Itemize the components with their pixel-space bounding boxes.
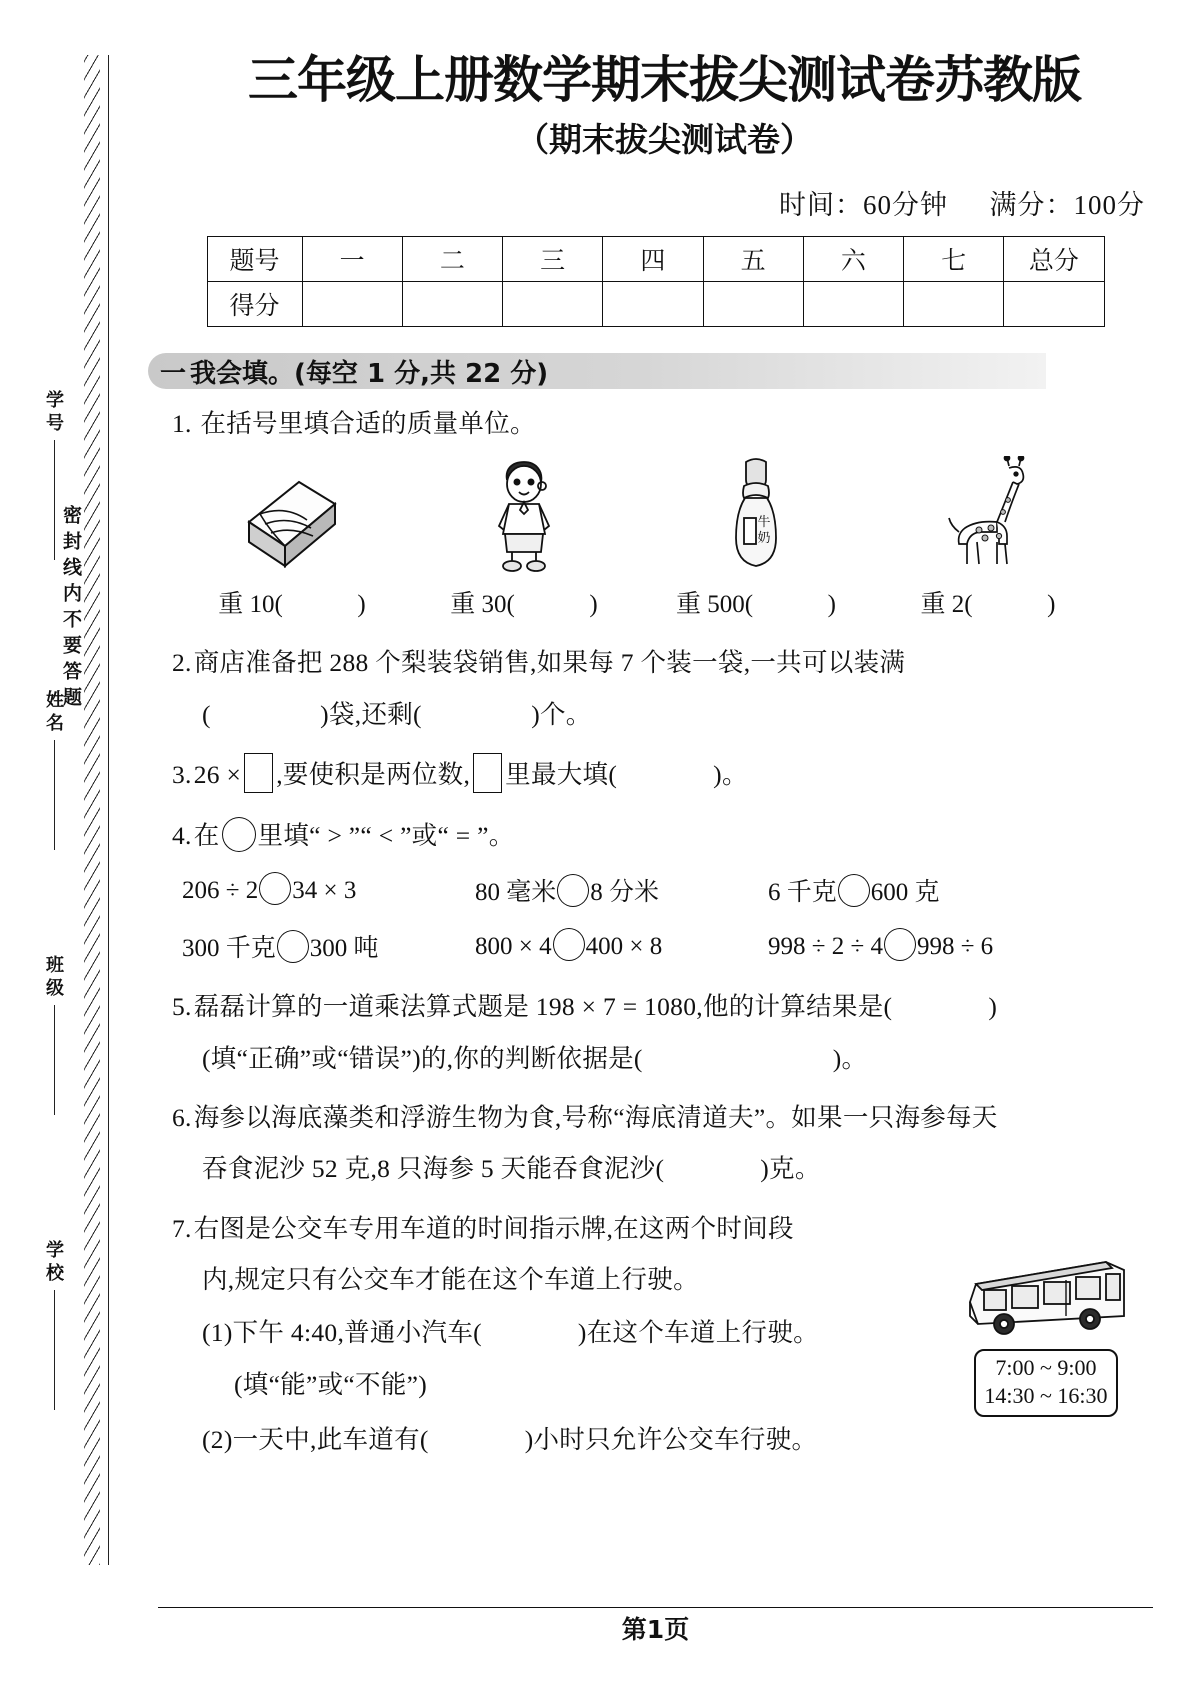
question-3-part-c: 里最大填(: [505, 759, 618, 789]
question-6-line2-a: 吞食泥沙 52 克,8 只海参 5 天能吞食泥沙(: [202, 1154, 665, 1184]
score-cell[interactable]: [503, 282, 603, 327]
exam-page: [120, 0, 1191, 1684]
page-title: 三年级上册数学期末拔尖测试卷苏教版: [248, 51, 1081, 109]
open-paren: (: [202, 699, 211, 729]
score-cell[interactable]: [1004, 282, 1104, 327]
weight-prefix: 重 500(: [676, 591, 754, 619]
comparison-item: [182, 872, 475, 908]
question-6-line2: [172, 1148, 1132, 1189]
margin-field-rule: [54, 440, 55, 560]
margin-rule-line: [108, 55, 109, 1565]
comparison-right: 8 分米: [590, 879, 660, 907]
question-4-row-2: [182, 928, 1132, 964]
question-7-line1: 右图是公交车专用车道的时间指示牌,在这两个时间段: [193, 1213, 794, 1243]
score-cell[interactable]: [803, 282, 903, 327]
page-number: 第1页: [621, 1615, 690, 1644]
question-5-line1: 磊磊计算的一道乘法算式题是 198 × 7 = 1080,他的计算结果是(: [193, 992, 893, 1022]
boy-icon: [408, 456, 640, 574]
comparison-circle[interactable]: [222, 817, 256, 852]
question-7-sub2-a: (2)一天中,此车道有(: [202, 1424, 429, 1454]
score-col-4: 四: [603, 237, 703, 282]
question-7-sub-2: [172, 1419, 932, 1460]
milk-bottle-icon: [640, 456, 872, 574]
comparison-right: 400 × 8: [585, 933, 663, 961]
question-6-line2-b: )克。: [760, 1154, 821, 1184]
svg-text:牛: 牛: [757, 515, 771, 531]
question-1-item-boy: [408, 456, 640, 620]
comparison-right: 600 克: [870, 879, 940, 907]
question-6-line1: 海参以海底藻类和浮游生物为食,号称“海底清道夫”。如果一只海参每天: [193, 1103, 998, 1133]
score-cell[interactable]: [603, 282, 703, 327]
margin-field-rule: [54, 1005, 55, 1115]
score-col-7: 七: [904, 237, 1004, 282]
comparison-circle[interactable]: [277, 930, 309, 963]
question-5-line2: [172, 1038, 1132, 1079]
question-5-line1-end: ): [988, 992, 998, 1022]
question-7-sub-1: [172, 1312, 932, 1353]
section-number: 一: [160, 358, 187, 389]
question-1-item-giraffe: [872, 456, 1104, 620]
question-7-figure: [951, 1244, 1141, 1417]
score-table: [207, 236, 1105, 327]
comparison-circle[interactable]: [557, 874, 589, 907]
score-col-2: 二: [402, 237, 502, 282]
question-2: [172, 642, 1132, 735]
comparison-circle[interactable]: [553, 928, 585, 961]
question-7-sub1-note: (填“能”或“不能”): [234, 1369, 428, 1399]
score-table-row-label: 题号: [207, 237, 302, 282]
sign-time-range-afternoon: 14:30 ~ 16:30: [984, 1383, 1108, 1409]
margin-field-rule: [54, 740, 55, 850]
score-table-value-row: [207, 282, 1104, 327]
question-4-suffix: 里填“ > ”“ < ”或“ = ”。: [257, 821, 515, 851]
comparison-item: [768, 872, 1061, 908]
section-header-fill-in: [148, 353, 1046, 389]
question-4-row-1: [182, 872, 1132, 908]
score-cell[interactable]: [703, 282, 803, 327]
sign-time-range-morning: 7:00 ~ 9:00: [995, 1355, 1097, 1380]
question-3-part-d: )。: [713, 759, 748, 789]
comparison-left: 300 千克: [182, 935, 276, 963]
bus-icon: [951, 1244, 1141, 1349]
question-4-prefix: 在: [193, 821, 220, 851]
margin-field-xuexiao: [40, 1240, 68, 1410]
question-1-label-boy: [408, 584, 640, 620]
close-paren: ): [1047, 591, 1056, 619]
question-2-line2: [172, 694, 1132, 735]
comparison-left: 6 千克: [768, 879, 837, 907]
time-limit-label: 时间：60分钟: [779, 190, 948, 220]
comparison-item: [475, 928, 768, 964]
comparison-right: 998 ÷ 6: [916, 933, 994, 961]
svg-text:奶: 奶: [757, 531, 771, 547]
page-subtitle: （期末拔尖测试卷）: [516, 120, 813, 159]
score-col-5: 五: [703, 237, 803, 282]
comparison-left: 206 ÷ 2: [182, 877, 259, 905]
question-3-part-b: ,要使积是两位数,: [276, 759, 471, 789]
question-4: [172, 815, 1132, 856]
question-1-label-giraffe: [872, 584, 1104, 620]
comparison-circle[interactable]: [884, 928, 916, 961]
question-5-number: 5.: [172, 992, 192, 1022]
question-5-line2-a: (填“正确”或“错误”)的,你的判断依据是(: [202, 1043, 643, 1073]
comparison-item: [182, 928, 475, 964]
score-cell[interactable]: [904, 282, 1004, 327]
hatch-pattern: [84, 55, 100, 1565]
question-7-number: 7.: [172, 1213, 192, 1243]
question-7-sub2-b: )小时只允许公交车行驶。: [524, 1424, 818, 1454]
margin-field-xingming: [40, 690, 68, 850]
question-2-end-text: )个。: [531, 699, 592, 729]
score-col-1: 一: [302, 237, 402, 282]
margin-field-rule: [54, 1290, 55, 1410]
question-7-line2: 内,规定只有公交车才能在这个车道上行驶。: [202, 1264, 699, 1294]
comparison-circle[interactable]: [259, 872, 291, 905]
score-col-total: 总分: [1004, 237, 1104, 282]
exam-meta: [120, 183, 1145, 222]
score-cell[interactable]: [302, 282, 402, 327]
comparison-item: [475, 872, 768, 908]
question-1-text: 在括号里填合适的质量单位。: [200, 409, 536, 438]
weight-prefix: 重 10(: [218, 591, 283, 619]
comparison-right: 300 吨: [309, 935, 379, 963]
score-col-6: 六: [803, 237, 903, 282]
question-1-label-milk: [640, 584, 872, 620]
score-col-3: 三: [503, 237, 603, 282]
weight-prefix: 重 30(: [450, 591, 515, 619]
comparison-circle[interactable]: [838, 874, 870, 907]
score-table-header-row: [207, 237, 1104, 282]
question-2-mid-text: )袋,还剩(: [320, 699, 422, 729]
total-score-label: 满分：100分: [989, 190, 1145, 220]
question-6-number: 6.: [172, 1103, 192, 1133]
comparison-left: 998 ÷ 2 ÷ 4: [768, 933, 883, 961]
answer-box[interactable]: [244, 753, 273, 793]
margin-field-label: 学号: [43, 390, 64, 436]
score-cell[interactable]: [402, 282, 502, 327]
section-label: 我会填。(每空 1 分,共 22 分): [190, 358, 549, 389]
close-paren: ): [357, 591, 366, 619]
bus-lane-time-sign: [974, 1349, 1117, 1417]
question-1: [172, 403, 1132, 444]
question-1-label-eraser: [176, 584, 408, 620]
question-5: [172, 986, 1132, 1079]
margin-field-label: 班级: [43, 955, 64, 1001]
comparison-item: [768, 928, 1061, 964]
giraffe-icon: [872, 456, 1104, 574]
question-3-number: 3.: [172, 759, 192, 789]
question-7: [172, 1208, 932, 1460]
question-7-sub1-a: (1)下午 4:40,普通小汽车(: [202, 1318, 482, 1348]
margin-field-label: 学校: [43, 1240, 64, 1286]
comparison-left: 80 毫米: [475, 879, 557, 907]
question-3-part-a: 26 ×: [193, 759, 242, 789]
eraser-icon: [176, 456, 408, 574]
question-2-number: 2.: [172, 648, 192, 678]
question-7-sub1-b: )在这个车道上行驶。: [577, 1318, 819, 1348]
score-table-row-label: 得分: [207, 282, 302, 327]
question-2-line1: 商店准备把 288 个梨装袋销售,如果每 7 个装一袋,一共可以装满: [193, 648, 906, 678]
weight-prefix: 重 2(: [920, 591, 973, 619]
question-6: [172, 1097, 1132, 1190]
comparison-right: 34 × 3: [292, 877, 357, 905]
margin-field-banji: [40, 955, 68, 1115]
margin-field-label: 姓名: [43, 690, 64, 736]
question-1-item-eraser: [176, 456, 408, 620]
close-paren: ): [827, 591, 836, 619]
question-1-number: 1.: [172, 409, 192, 438]
question-1-picture-row: [176, 456, 1106, 620]
close-paren: ): [589, 591, 598, 619]
footer-divider: [158, 1607, 1153, 1609]
question-1-item-milk: [640, 456, 872, 620]
question-5-line2-b: )。: [832, 1043, 868, 1073]
question-4-number: 4.: [172, 821, 192, 851]
seal-margin: [0, 0, 120, 1684]
question-3: [172, 753, 1132, 795]
comparison-left: 800 × 4: [475, 933, 552, 961]
answer-box[interactable]: [473, 753, 502, 793]
seal-line-text: 密封线内不要答题: [60, 505, 82, 713]
